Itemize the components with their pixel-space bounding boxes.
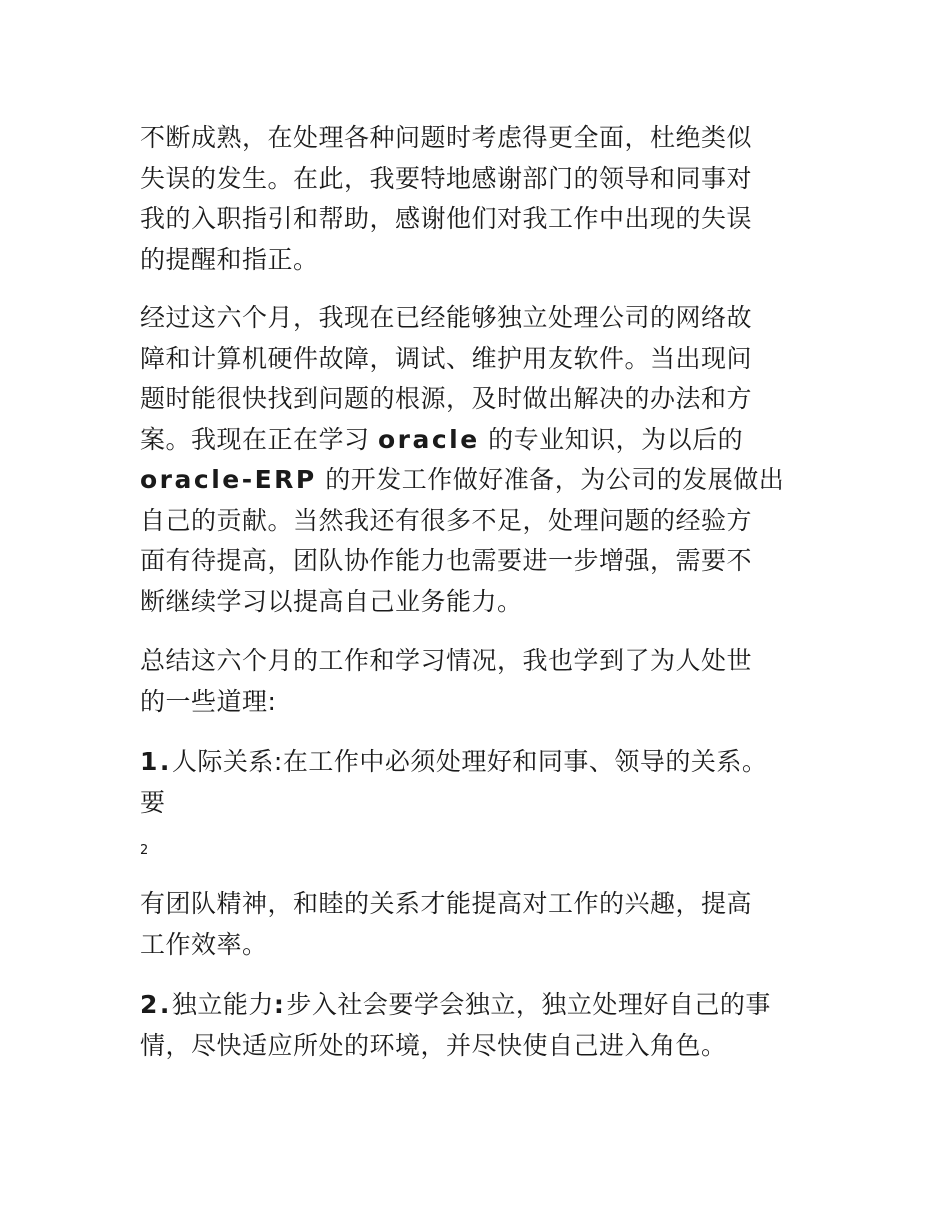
paragraph-6-line-1-colon: : [273,990,287,1019]
paragraph-1-line-3: 我的入职指引和帮助，感谢他们对我工作中出现的失误 [140,204,753,233]
paragraph-3-line-1: 总结这六个月的工作和学习情况，我也学到了为人处世 [140,646,753,675]
paragraph-6 [140,985,820,1066]
paragraph-1-line-1: 不断成熟，在处理各种问题时考虑得更全面，杜绝类似 [140,123,753,152]
paragraph-4-line-1 [140,742,820,783]
paragraph-4-line-2: 要 [140,787,166,817]
paragraph-2-line-7: 面有待提高，团队协作能力也需要进一步增强，需要不 [140,546,753,575]
paragraph-1-line-2: 失误的发生。在此，我要特地感谢部门的领导和同事对 [140,163,753,193]
paragraph-3 [140,641,820,722]
paragraph-5-line-1: 有团队精神，和睦的关系才能提高对工作的兴趣，提高 [140,889,753,918]
paragraph-2-line-4-text-a: 案。我现在正在学习 [140,424,378,454]
paragraph-1-line-4: 的提醒和指正。 [140,244,319,274]
list-number-1: 1. [140,747,172,776]
paragraph-1 [140,118,820,280]
paragraph-5-line-2: 工作效率。 [140,929,268,959]
oracle-erp-keyword: oracle-ERP [140,465,317,494]
paragraph-2-line-5 [140,460,820,501]
paragraph-5 [140,884,820,965]
paragraph-2 [140,298,820,622]
paragraph-4 [140,742,820,823]
paragraph-2-line-4 [140,420,820,461]
paragraph-2-line-6: 自己的贡献。当然我还有很多不足，处理问题的经验方 [140,505,753,535]
paragraph-6-line-1 [140,985,820,1026]
paragraph-2-line-5-text: 的开发工作做好准备，为公司的发展做出 [316,465,785,494]
paragraph-2-line-1: 经过这六个月，我现在已经能够独立处理公司的网络故 [140,303,753,332]
paragraph-2-line-3: 题时能很快找到问题的根源，及时做出解决的办法和方 [140,384,753,413]
oracle-keyword: oracle [377,424,480,454]
paragraph-6-line-2: 情，尽快适应所处的环境，并尽快使自己进入角色。 [140,1030,727,1060]
paragraph-4-line-1-text: 人际关系:在工作中必须处理好和同事、领导的关系。 [171,747,768,776]
paragraph-2-line-8: 断继续学习以提高自己业务能力。 [140,586,523,616]
page-number: 2 [140,843,149,858]
list-number-2: 2. [140,990,172,1019]
paragraph-2-line-4-text-b: 的专业知识，为以后的 [479,424,744,454]
paragraph-3-line-2: 的一些道理: [140,686,277,716]
paragraph-6-line-1-text: 步入社会要学会独立，独立处理好自己的事 [286,990,771,1019]
paragraph-6-line-1-heading: 独立能力 [171,990,274,1019]
paragraph-2-line-2: 障和计算机硬件故障，调试、维护用友软件。当出现问 [140,343,753,373]
